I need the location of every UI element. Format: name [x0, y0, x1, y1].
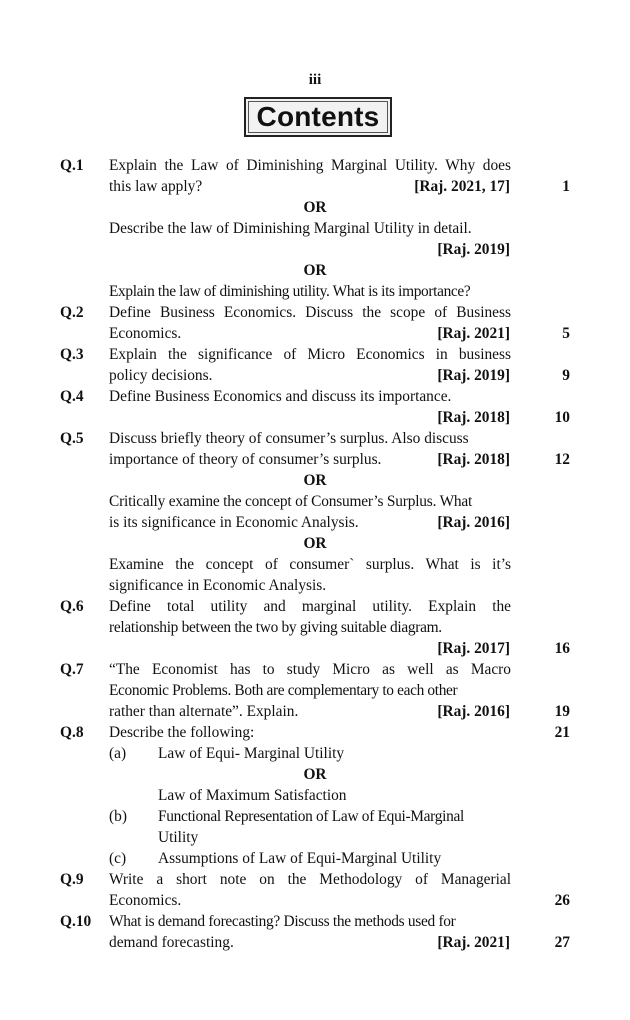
toc-row [0, 323, 630, 344]
contents-title: Contents [256, 101, 380, 132]
page-reference: 26 [554, 892, 570, 909]
question-text: Discuss briefly theory of consumer’s surplus. Also discuss [109, 430, 469, 447]
exam-reference: [Raj. 2017] [437, 640, 510, 657]
question-text: Describe the law of Diminishing Marginal Utility in detail. [109, 220, 472, 237]
toc-row [0, 701, 630, 722]
page-number: iii [308, 72, 322, 88]
exam-reference: [Raj. 2018] [437, 451, 510, 468]
or-separator: OR [303, 199, 327, 216]
toc-row [0, 344, 630, 365]
page-reference: 10 [554, 409, 570, 426]
question-text: importance of theory of consumer’s surplus. [109, 451, 382, 468]
toc-row [0, 785, 630, 806]
question-text: Explain the significance of Micro Economics in business [109, 346, 511, 363]
question-text: Economics. [109, 325, 182, 342]
toc-row [0, 176, 630, 197]
exam-reference: [Raj. 2021, 17] [414, 178, 510, 195]
toc-row [0, 155, 630, 176]
question-number: Q.3 [60, 346, 84, 363]
toc-row [0, 575, 630, 596]
or-separator: OR [303, 472, 327, 489]
toc-row [0, 722, 630, 743]
toc-row [0, 848, 630, 869]
page-reference: 21 [554, 724, 570, 741]
question-number: Q.9 [60, 871, 84, 888]
page-reference: 27 [554, 934, 570, 951]
question-text: demand forecasting. [109, 934, 234, 951]
toc-row [0, 491, 630, 512]
question-text: Write a short note on the Methodology of Managerial [109, 871, 511, 888]
toc-row [0, 218, 630, 239]
question-number: Q.4 [60, 388, 84, 405]
question-text: Critically examine the concept of Consumer’s Surplus. What [109, 493, 473, 510]
or-separator: OR [303, 766, 327, 783]
toc-row [0, 743, 630, 764]
or-separator: OR [303, 535, 327, 552]
exam-reference: [Raj. 2019] [437, 241, 510, 258]
toc-row [0, 890, 630, 911]
page-reference: 5 [562, 325, 570, 342]
exam-reference: [Raj. 2021] [437, 934, 510, 951]
toc-row [0, 911, 630, 932]
page-reference: 1 [562, 178, 570, 195]
question-text: significance in Economic Analysis. [109, 577, 327, 594]
toc-row [0, 407, 630, 428]
toc-row [0, 659, 630, 680]
sub-item-label: (a) [109, 745, 127, 762]
toc-row [0, 827, 630, 848]
exam-reference: [Raj. 2019] [437, 367, 510, 384]
toc-row [0, 869, 630, 890]
sub-item-text: Utility [158, 829, 199, 846]
exam-reference: [Raj. 2021] [437, 325, 510, 342]
toc-row [0, 428, 630, 449]
question-text: Describe the following: [109, 724, 255, 741]
page-reference: 12 [554, 451, 570, 468]
question-number: Q.6 [60, 598, 84, 615]
toc-row [0, 239, 630, 260]
question-text: “The Economist has to study Micro as well as Macro [109, 661, 511, 678]
page-reference: 9 [562, 367, 570, 384]
question-text: rather than alternate”. Explain. [109, 703, 299, 720]
question-text: this law apply? [109, 178, 203, 195]
or-separator: OR [303, 262, 327, 279]
page-reference: 19 [554, 703, 570, 720]
question-number: Q.10 [60, 913, 92, 930]
sub-item-text: Law of Equi- Marginal Utility [158, 745, 345, 762]
exam-reference: [Raj. 2016] [437, 514, 510, 531]
toc-row [0, 554, 630, 575]
toc-row [0, 932, 630, 953]
toc-row [0, 638, 630, 659]
toc-row [0, 365, 630, 386]
exam-reference: [Raj. 2018] [437, 409, 510, 426]
toc-row [0, 512, 630, 533]
question-text: policy decisions. [109, 367, 213, 384]
question-number: Q.8 [60, 724, 84, 741]
question-number: Q.7 [60, 661, 84, 678]
page-reference: 16 [554, 640, 570, 657]
question-text: Explain the Law of Diminishing Marginal Utility. Why does [109, 157, 511, 174]
question-text: Examine the concept of consumer` surplus. What is it’s [109, 556, 511, 573]
toc-row [0, 596, 630, 617]
toc-row [0, 617, 630, 638]
sub-item-text: Functional Representation of Law of Equi-Marginal [158, 808, 465, 825]
question-text: is its significance in Economic Analysis. [109, 514, 359, 531]
question-text: Define total utility and marginal utility. Explain the [109, 598, 511, 615]
sub-item-label: (c) [109, 850, 127, 867]
question-text: Define Business Economics and discuss its importance. [109, 388, 452, 405]
toc-row [0, 302, 630, 323]
toc-row [0, 281, 630, 302]
question-text: Define Business Economics. Discuss the scope of Business [109, 304, 511, 321]
question-number: Q.1 [60, 157, 84, 174]
exam-reference: [Raj. 2016] [437, 703, 510, 720]
toc-row [0, 806, 630, 827]
question-text: Economic Problems. Both are complementary to each other [109, 682, 458, 699]
sub-item-text: Assumptions of Law of Equi-Marginal Utility [158, 850, 442, 867]
toc-row [0, 449, 630, 470]
question-text: Economics. [109, 892, 182, 909]
question-text: relationship between the two by giving suitable diagram. [109, 619, 442, 636]
question-number: Q.5 [60, 430, 84, 447]
toc-row [0, 680, 630, 701]
sub-item-text: Law of Maximum Satisfaction [158, 787, 347, 804]
toc-row [0, 386, 630, 407]
question-number: Q.2 [60, 304, 84, 321]
contents-title-box [244, 97, 392, 137]
question-text: What is demand forecasting? Discuss the methods used for [109, 913, 456, 930]
question-text: Explain the law of diminishing utility. What is its importance? [109, 283, 471, 300]
sub-item-label: (b) [109, 808, 127, 825]
